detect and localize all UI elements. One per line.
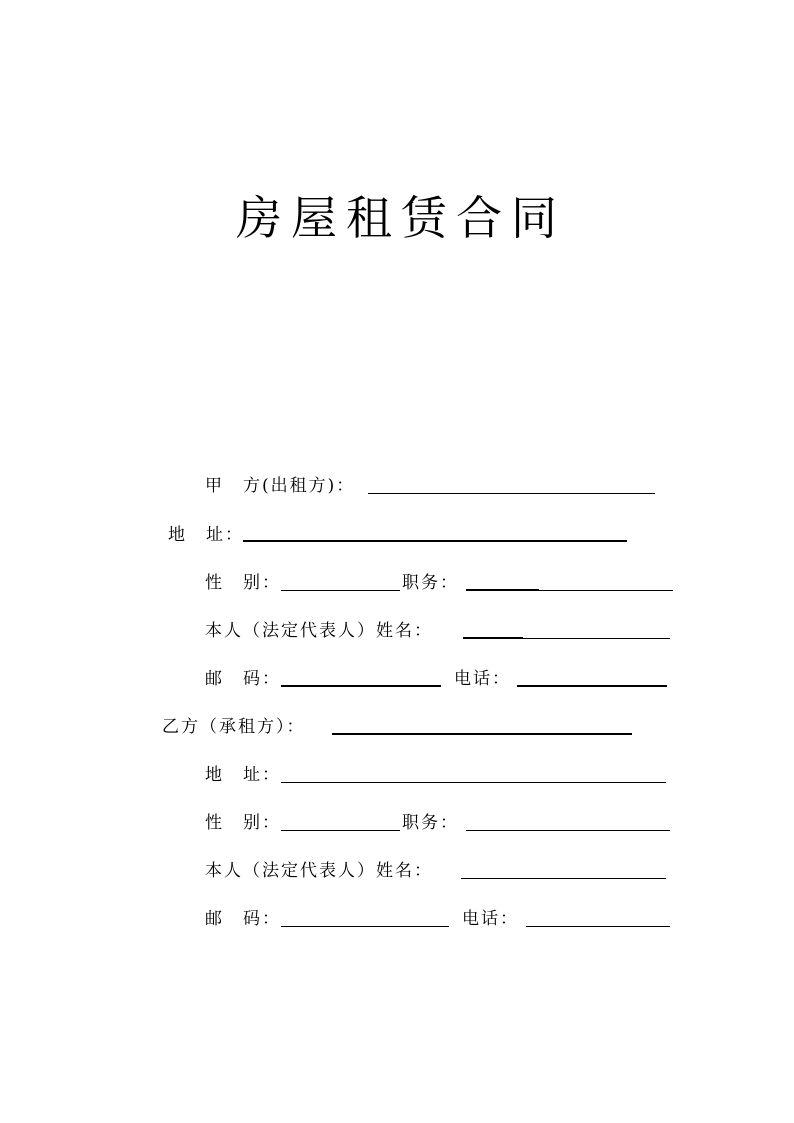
party-a-position-field-part2[interactable] bbox=[539, 590, 673, 591]
party-a-postcode-label: 邮 码： bbox=[205, 669, 281, 689]
party-a-address-label: 地 址： bbox=[168, 525, 244, 545]
party-b-representative-label: 本人（法定代表人）姓名： bbox=[205, 861, 433, 881]
party-a-gender-label: 性 别： bbox=[205, 573, 281, 593]
party-a-position-label: 职务： bbox=[402, 573, 459, 593]
party-a-phone-label: 电话： bbox=[454, 669, 511, 689]
party-a-name-field[interactable] bbox=[368, 493, 655, 494]
party-b-position-label: 职务： bbox=[402, 813, 459, 833]
party-b-representative-field[interactable] bbox=[461, 878, 666, 879]
party-a-representative-field-part2[interactable] bbox=[523, 638, 670, 639]
party-b-gender-label: 性 别： bbox=[205, 813, 281, 833]
party-a-position-field-part1[interactable] bbox=[466, 589, 539, 591]
party-a-representative-field-part1[interactable] bbox=[463, 637, 523, 639]
party-a-gender-field[interactable] bbox=[281, 590, 400, 591]
party-b-name-field[interactable] bbox=[332, 733, 632, 735]
party-b-position-field[interactable] bbox=[466, 830, 670, 831]
party-a-heading-label: 甲 方(出租方)： bbox=[205, 476, 356, 496]
party-b-heading-label: 乙方（承租方）： bbox=[162, 717, 306, 737]
party-b-phone-label: 电话： bbox=[462, 909, 519, 929]
party-b-postcode-label: 邮 码： bbox=[205, 909, 281, 929]
party-a-representative-label: 本人（法定代表人）姓名： bbox=[205, 621, 433, 641]
party-b-postcode-field[interactable] bbox=[281, 926, 449, 927]
contract-title: 房屋租赁合同 bbox=[236, 191, 566, 245]
party-b-address-label: 地 址： bbox=[205, 765, 281, 785]
party-b-phone-field[interactable] bbox=[526, 926, 670, 927]
party-a-phone-field[interactable] bbox=[517, 685, 667, 687]
party-a-postcode-field[interactable] bbox=[281, 685, 441, 687]
party-b-gender-field[interactable] bbox=[281, 830, 400, 831]
party-a-address-field[interactable] bbox=[243, 540, 627, 542]
party-b-address-field[interactable] bbox=[281, 782, 666, 783]
